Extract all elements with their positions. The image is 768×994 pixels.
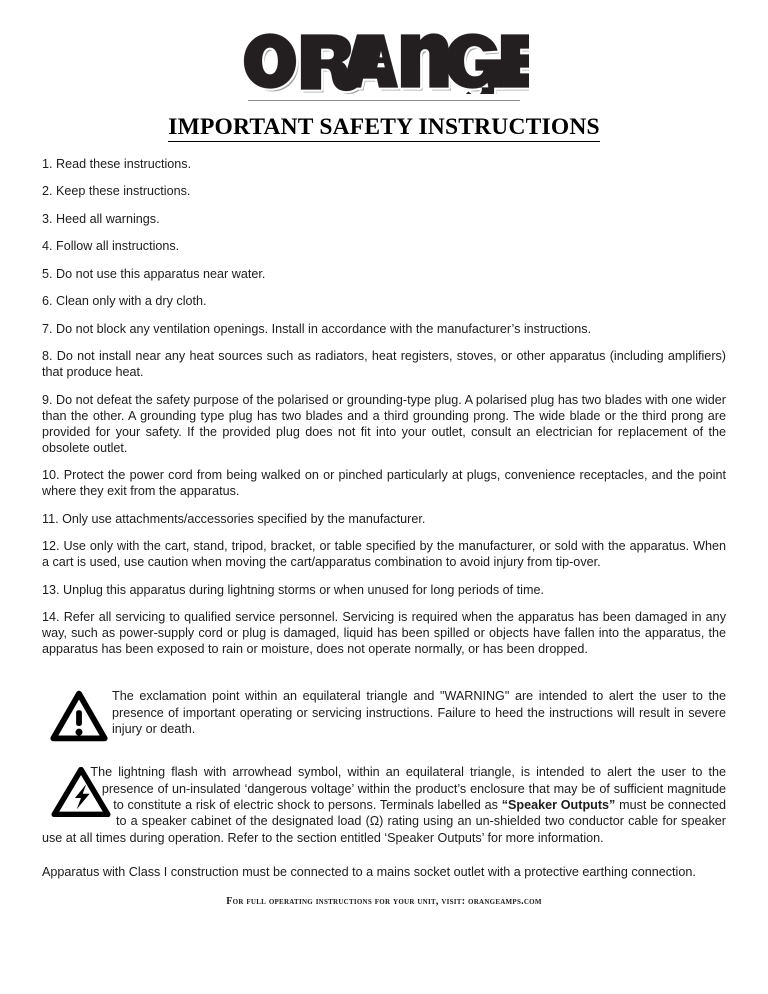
warning-exclamation-text: The exclamation point within an equilateral triangle and "WARNING" are intended to alert the user to the presence of important operating or servicing instructions. Failure to heed the instructions will result in severe injury or death. — [112, 689, 726, 736]
instruction-item: 12. Use only with the cart, stand, tripod, bracket, or table specified by the manufacturer, or sold with the apparatus. When a cart is used, use caution when moving the cart/apparatus combination to avoid injury from tip-over. — [42, 539, 726, 570]
instruction-item: 5. Do not use this apparatus near water. — [42, 266, 266, 281]
instruction-item: 8. Do not install near any heat sources such as radiators, heat registers, stoves, or other apparatus (including amplifiers) that produce heat. — [42, 349, 726, 380]
instruction-item: 13. Unplug this apparatus during lightning storms or when unused for long periods of time. — [42, 582, 544, 597]
instruction-item: 10. Protect the power cord from being walked on or pinched particularly at plugs, convenience receptacles, and the point where they exit from the apparatus. — [42, 468, 726, 499]
class-one-construction-note: Apparatus with Class I construction must be connected to a mains socket outlet with a protective earthing connection. — [42, 864, 696, 879]
warning-lightning-text — [42, 764, 726, 846]
warning-lightning-text-before: The lightning flash with arrowhead symbol, within an equilateral triangle, is intended to alert the user to the presence of un-insulated ‘dangerous voltage’ within the product’s enclosure that may be of sufficient magnitude to constitute a risk of electric shock to persons. Terminals labelled as — [90, 765, 726, 812]
instruction-item: 14. Refer all servicing to qualified service personnel. Servicing is required when the apparatus has been damaged in any way, such as power-supply cord or plug is damaged, liquid has been spilled or objects have fallen into the apparatus, the apparatus has been exposed to rain or moisture, does not operate normally, or has been dropped. — [42, 610, 726, 657]
instruction-item: 1. Read these instructions. — [42, 157, 192, 171]
logo-divider-rule — [248, 100, 520, 101]
instruction-item: 2. Keep these instructions. — [42, 184, 191, 199]
page-title-text: IMPORTANT SAFETY INSTRUCTIONS — [168, 114, 600, 140]
brand-header — [42, 0, 726, 101]
instruction-item: 4. Follow all instructions. — [42, 239, 180, 254]
footer-instructions-url: For full operating instructions for your unit, visit: orangeamps.com — [226, 896, 542, 908]
page-title — [42, 114, 726, 141]
instructions-list — [42, 157, 726, 658]
instruction-item: 7. Do not block any ventilation openings. Install in accordance with the manufacturer’s instructions. — [42, 321, 592, 336]
instruction-item: 9. Do not defeat the safety purpose of the polarised or grounding-type plug. A polarised plug has two blades with one wider than the other. A grounding type plug has two blades and a third grounding prong. The wide blade or the third prong are provided for your safety. If the provided plug does not fit into your outlet, consult an electrician for replacement of the obsolete outlet. — [42, 392, 726, 455]
instruction-item: 11. Only use attachments/accessories specified by the manufacturer. — [42, 511, 426, 526]
speaker-outputs-term: “Speaker Outputs” — [501, 797, 616, 812]
instruction-item: 3. Heed all warnings. — [42, 211, 160, 226]
warning-lightning-text-after: must be connected to a speaker cabinet of the designated load (Ω) rating using an un-shielded two conductor cable for speaker use at all times during operation. Refer to the section entitled ‘Speaker Outputs’ for more information. — [42, 797, 726, 845]
warning-lightning-block — [42, 764, 726, 846]
instruction-item: 6. Clean only with a dry cloth. — [42, 294, 207, 309]
orange-logo-wordmark — [239, 28, 529, 94]
warning-triangle-exclamation-icon — [50, 690, 108, 742]
warning-exclamation-block — [42, 688, 726, 742]
